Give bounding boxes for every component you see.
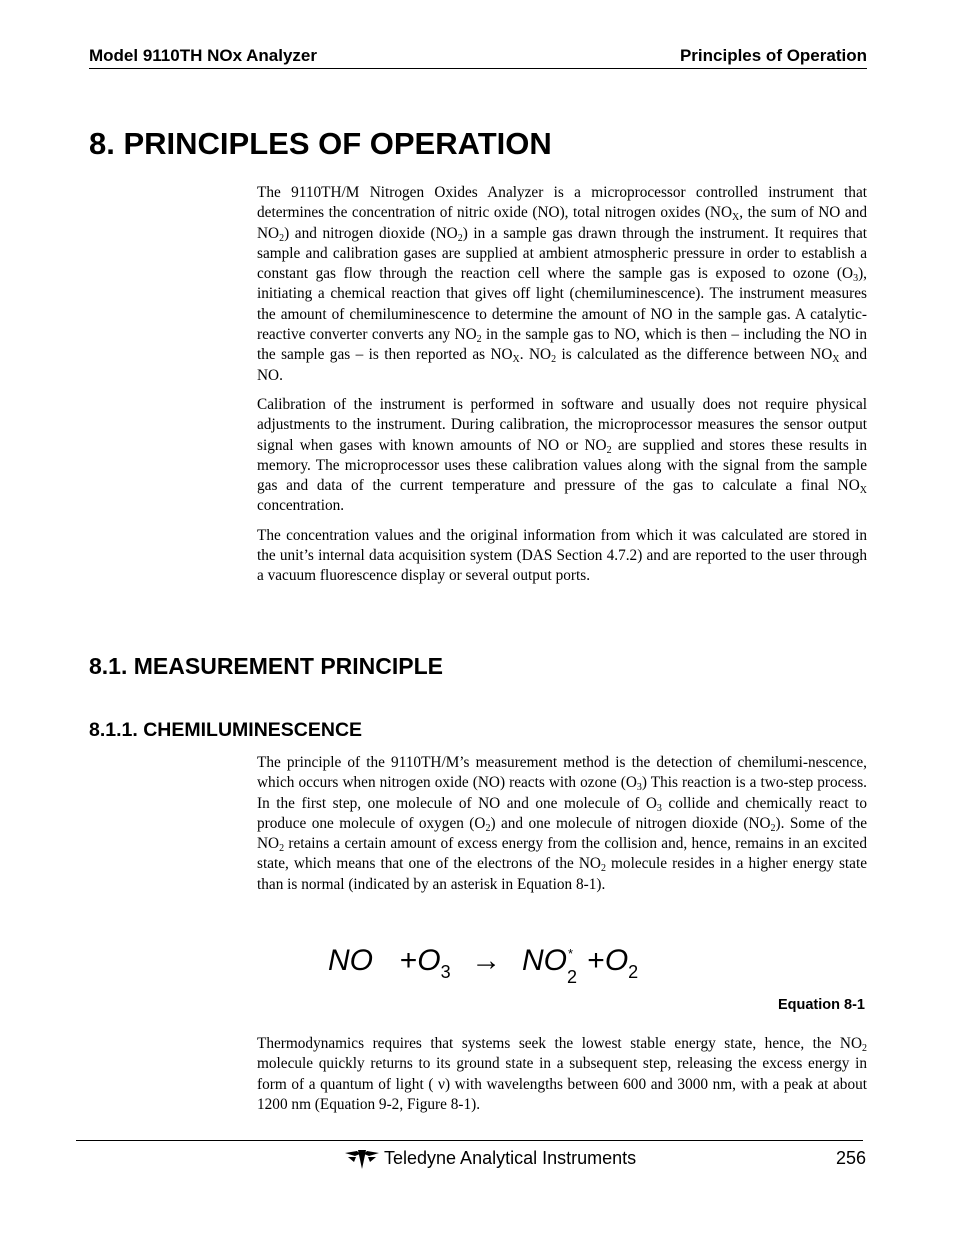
eq-excited-star: * [567,946,574,961]
eq-no2: NO [521,944,567,977]
eq-arrow: → [471,944,502,977]
chemiluminescence-text [257,753,867,904]
reaction-equation [328,944,648,994]
footer-company: Teledyne Analytical Instruments [384,1148,637,1168]
chemi-paragraph-1: The principle of the 9110TH/M’s measurement method is the detection of chemilumi-nescence, which occurs when nitrogen oxide (NO) reacts with ozone $(O_3)$ This reaction is a two-step process. In the first step, one molecule of NO and one molecule of $O_3$ collide and chemically react to produce one molecule of oxygen $(O_2)$ and one molecule of nitrogen dioxide $(NO_2)$. Some of the $NO_2$ retains a certain amount of excess energy from the collision and, hence, remains in an excited state, which means that one of the electrons of the $NO_2$ molecule resides in a higher energy state than is normal (indicated by an asterisk in Equation 8-1). [257,754,868,893]
page-header [89,44,867,69]
page-number: 256 [835,1148,866,1168]
footer-rule [76,1140,863,1141]
chapter-title: 8. PRINCIPLES OF OPERATION [89,126,552,161]
thermodynamics-text [257,1034,867,1124]
eq-ozone-sub: 3 [440,962,451,982]
intro-text [257,183,867,596]
section-heading-measurement-principle: 8.1. MEASUREMENT PRINCIPLE [89,653,443,679]
subsection-heading-chemiluminescence: 8.1.1. CHEMILUMINESCENCE [89,719,363,741]
equation-label: Equation 8-1 [777,997,865,1013]
intro-paragraph-1: The 9110TH/M Nitrogen Oxides Analyzer is a microprocessor controlled instrument that determines the concentration of nitric oxide (NO), total nitrogen oxides ($NO_X$, the sum of NO and $NO_2$) and nitrogen dioxide $(NO_2)$ in a sample gas drawn through the instrument. It requires that sample and calibration gases are supplied at ambient atmospheric pressure in order to establish a constant gas flow through the reaction cell where the sample gas is exposed to ozone $(O_3)$, initiating a chemical reaction that gives off light (chemiluminescence). The instrument measures the amount of chemiluminescence to determine the amount of NO in the sample gas. A catalytic-reactive converter converts any $NO_2$ in the sample gas to NO, which is then – including the NO in the sample gas – is then reported as $NO_X$. $NO_2$ is calculated as the difference between $NO_X$ and NO. [257,184,867,384]
header-model-title: Model 9110TH NOx Analyzer [89,46,318,65]
header-section-title: Principles of Operation [679,46,867,65]
eq-plus-1: + [399,944,418,977]
chemi-paragraph-2: Thermodynamics requires that systems seek the lowest stable energy state, hence, the $NO_2$ molecule quickly returns to its ground state in a subsequent step, releasing the excess energy in form of a quantum of light ( ν) with wavelengths between 600 and 3000 nm, with a peak at about 1200 nm (Equation 9-2, Figure 8-1). [257,1035,867,1113]
intro-paragraph-3: The concentration values and the original information from which it was calculated are stored in the unit’s internal data acquisition system (DAS Section 4.7.2) and are reported to the user through a vacuum fluorescence display or several output ports. [257,526,867,585]
eq-oxygen: O [604,944,629,977]
teledyne-logo-icon [344,1148,380,1170]
intro-paragraph-2: Calibration of the instrument is performed in software and usually does not require physical adjustments to the instrument. During calibration, the microprocessor measures the sensor output signal when gases with known amounts of NO or $NO_2$ are supplied and stores these results in memory. The microprocessor uses these calibration values along with the signal from the sample gas and data of the current temperature and pressure of the gas to calculate a final $NO_X$ concentration. [257,395,867,515]
eq-no2-sub: 2 [566,967,577,987]
eq-ozone: O [417,944,441,977]
eq-oxygen-sub: 2 [628,962,639,982]
eq-plus-2: + [587,944,605,977]
eq-no: NO [328,944,373,977]
